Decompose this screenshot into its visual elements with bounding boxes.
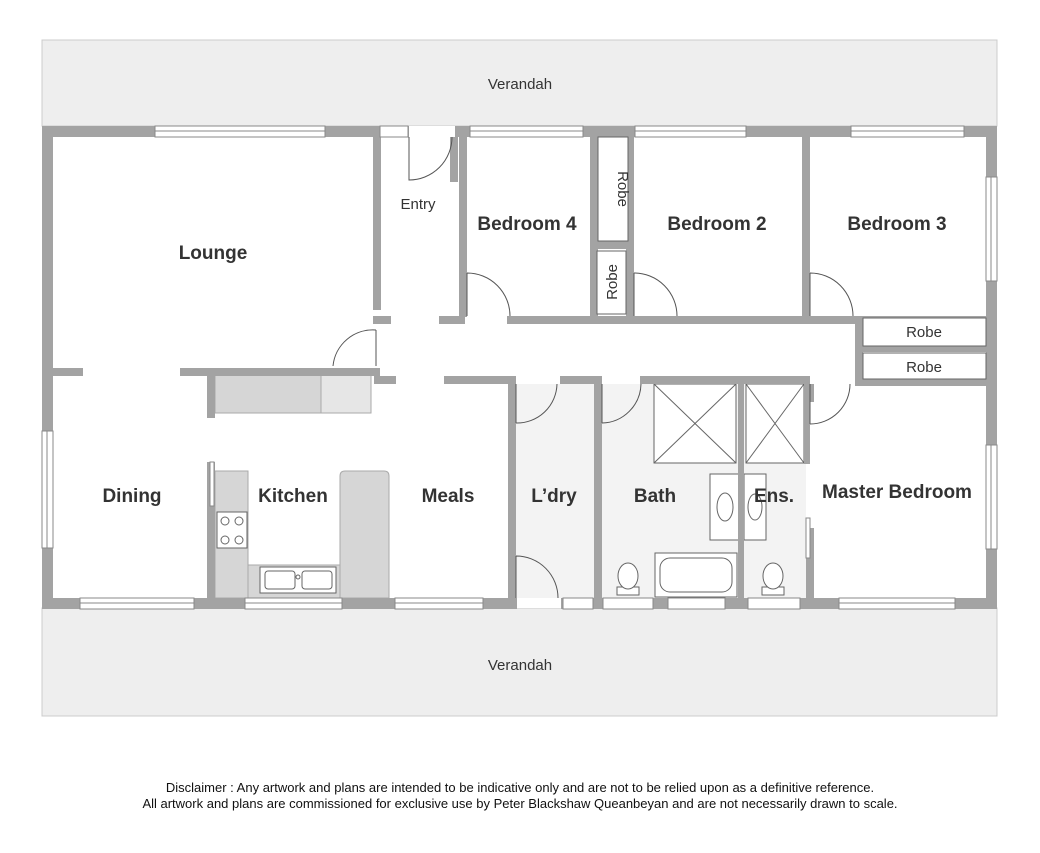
disclaimer-line-1: Disclaimer : Any artwork and plans are intended to be indicative only and are not to be relied upon as a definitive reference.	[165, 780, 875, 795]
master-bedroom-label: Master Bedroom	[822, 482, 972, 503]
verandah-top-label: Verandah	[487, 76, 553, 93]
entry-label: Entry	[400, 196, 436, 213]
bedroom3-label: Bedroom 3	[847, 214, 947, 235]
disclaimer-line-2: All artwork and plans are commissioned for exclusive use by Peter Blackshaw Queanbeyan and are not necessarily drawn to scale.	[142, 796, 898, 811]
laundry-label: L’dry	[531, 486, 577, 507]
robe-master-lower-label: Robe	[906, 359, 942, 376]
verandah-bottom-label: Verandah	[487, 657, 553, 674]
robe-b4-lower-label: Robe	[604, 264, 621, 300]
robe-master-upper-label: Robe	[906, 324, 942, 341]
lounge-label: Lounge	[178, 243, 248, 264]
bath-label: Bath	[633, 486, 677, 507]
meals-label: Meals	[421, 486, 475, 507]
bedroom4-label: Bedroom 4	[477, 214, 577, 235]
bedroom2-label: Bedroom 2	[667, 214, 767, 235]
ensuite-label: Ens.	[753, 486, 795, 507]
dining-label: Dining	[102, 486, 162, 507]
robe-b4-upper-label: Robe	[614, 171, 631, 207]
kitchen-label: Kitchen	[258, 486, 328, 507]
